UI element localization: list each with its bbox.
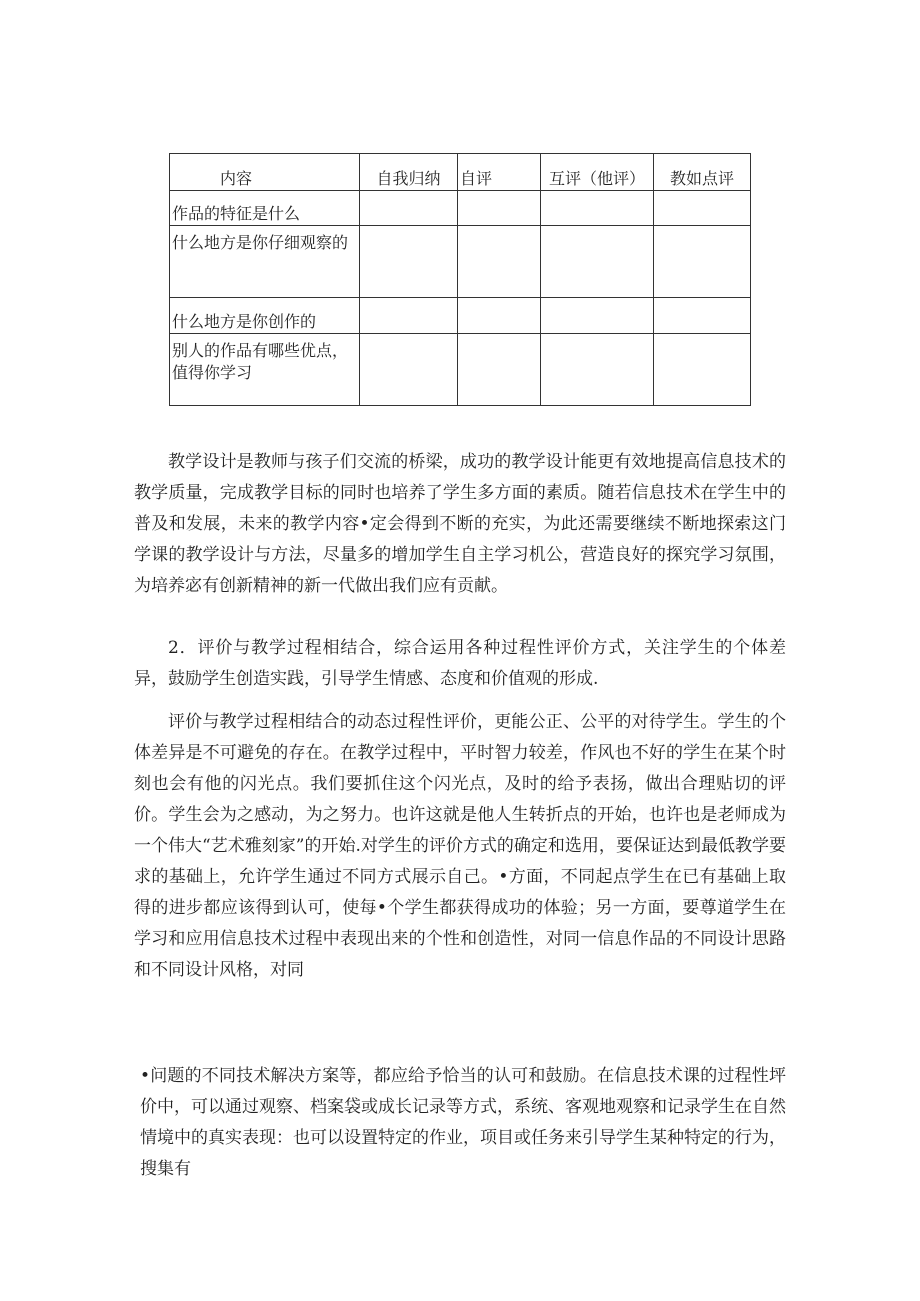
table-cell — [541, 334, 654, 406]
header-self-eval: 自评 — [458, 154, 541, 191]
table-cell — [654, 334, 751, 406]
row-content: 什么地方是你创作的 — [170, 298, 360, 334]
table-row — [170, 298, 751, 334]
header-content: 内容 — [170, 154, 360, 191]
table-cell — [654, 191, 751, 226]
table-cell — [458, 191, 541, 226]
table-cell — [541, 298, 654, 334]
evaluation-table — [169, 153, 751, 406]
table-cell — [458, 298, 541, 334]
table-row — [170, 191, 751, 226]
paragraph-process-evaluation: 评价与教学过程相结合的动态过程性评价，更能公正、公平的对待学生。学生的个体差异是不可避免的存在。在教学过程中，平时智力较差，作风也不好的学生在某个时刻也会有他的闪光点。我们要抓住这个闪光点，及时的给予表扬，做出合理贴切的评价。学生会为之感动，为之努力。也许这就是他人生转折点的开始，也许也是老师成为一个伟大“艺术雅刻家”的开始.对学生的评价方式的确定和选用，要保证达到最低教学要求的基础上，允许学生通过不同方式展示自己。•方面，不同起点学生在已有基础上取得的进步都应该得到认可，使每•个学生都获得成功的体验；另一方面，要尊道学生在学习和应用信息技术过程中表现出来的个性和创造性，对同一信息作品的不同设计思路和不同设计风格，对同 — [134, 712, 786, 980]
row-content — [170, 334, 360, 406]
table-cell — [360, 226, 458, 298]
row-content — [170, 226, 360, 298]
row-content: 作品的特征是什么 — [170, 191, 360, 226]
row-content-line: 别人的作品有哪些优点， — [172, 341, 349, 360]
table-cell — [360, 334, 458, 406]
paragraph-continuation: •问题的不同技术解决方案等，都应给予恰当的认可和鼓励。在信息技术课的过程性坪价中，可以通过观察、档案袋或成长记录等方式，系统、客观地观察和记录学生在自然情境中的真实表现：也可以设置特定的作业，项目或任务来引导学生某种特定的行为，搜集有 — [140, 1066, 786, 1179]
row-content-line: 值得你学习 — [172, 363, 253, 382]
table-cell — [360, 191, 458, 226]
row-content-text: 什么地方是你仔细观察的 — [172, 233, 349, 252]
table-cell — [458, 334, 541, 406]
table-row — [170, 226, 751, 298]
header-teacher-eval: 教如点评 — [654, 154, 751, 191]
table-cell — [541, 226, 654, 298]
table-cell — [654, 226, 751, 298]
table-header-row — [170, 154, 751, 191]
table-row — [170, 334, 751, 406]
paragraph-teaching-design: 教学设计是教师与孩子们交流的桥梁，成功的教学设计能更有效地提高信息技术的教学质量，完成教学目标的同时也培养了学生多方面的素质。随若信息技术在学生中的普及和发展，未来的教学内容•定会得到不断的充实，为此还需要继续不断地探索这门学课的教学设计与方法，尽量多的增加学生自主学习机公，营造良好的探究学习氛围，为培养宓有创新精神的新一代做出我们应有贡献。 — [134, 452, 786, 596]
header-self-summary: 自我归纳 — [360, 154, 458, 191]
table-cell — [360, 298, 458, 334]
table-cell — [654, 298, 751, 334]
table-cell — [458, 226, 541, 298]
paragraph-point-2: 2．评价与教学过程相结合，综合运用各种过程性评价方式，关注学生的个体差异，鼓励学生创造实践，引导学生情感、态度和价值观的形成. — [134, 638, 786, 689]
table-cell — [541, 191, 654, 226]
header-peer-eval: 互评（他评） — [541, 154, 654, 191]
